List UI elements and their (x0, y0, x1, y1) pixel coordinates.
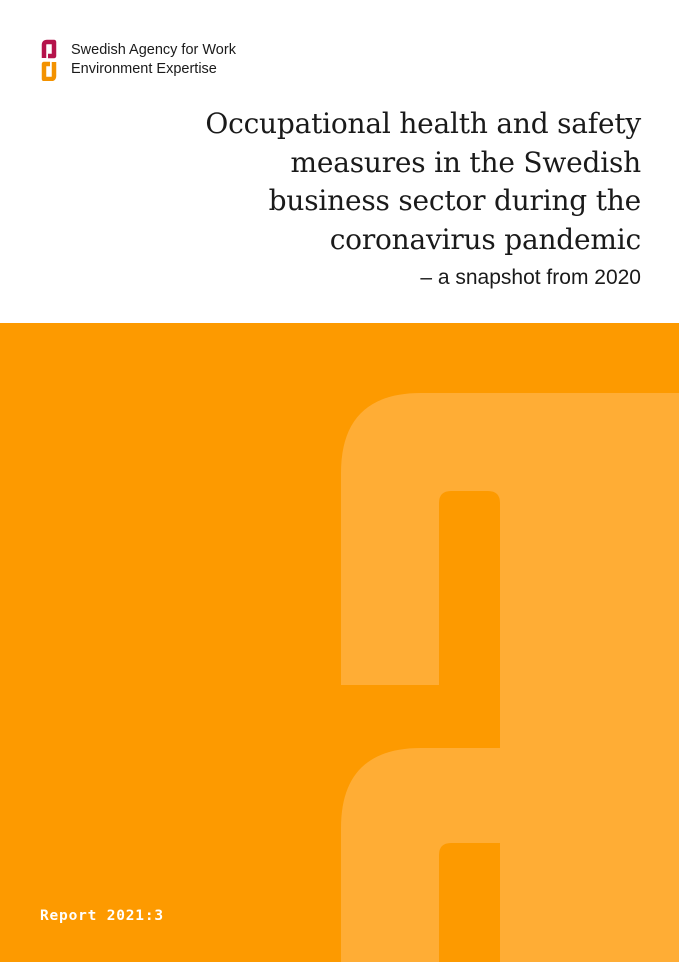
report-title-line-4: coronavirus pandemic (329, 222, 641, 256)
agency-name (71, 41, 236, 79)
report-title-line-1: Occupational health and safety (205, 107, 641, 140)
agency-logo (40, 39, 236, 81)
report-title-line-3: business sector during the (268, 184, 641, 217)
report-title-line-2: measures in the Swedish (290, 145, 641, 179)
report-subtitle: – a snapshot from 2020 (420, 266, 641, 289)
agency-name-line-2: Environment Expertise (71, 61, 217, 77)
agency-logo-icon (40, 39, 58, 81)
agency-name-line-1: Swedish Agency for Work (71, 42, 236, 58)
brand-watermark-icon (0, 323, 679, 962)
report-title (121, 105, 641, 259)
title-block (121, 105, 641, 291)
report-number: Report 2021:3 (40, 908, 164, 924)
cover-header (0, 0, 679, 323)
cover-orange-panel (0, 323, 679, 962)
